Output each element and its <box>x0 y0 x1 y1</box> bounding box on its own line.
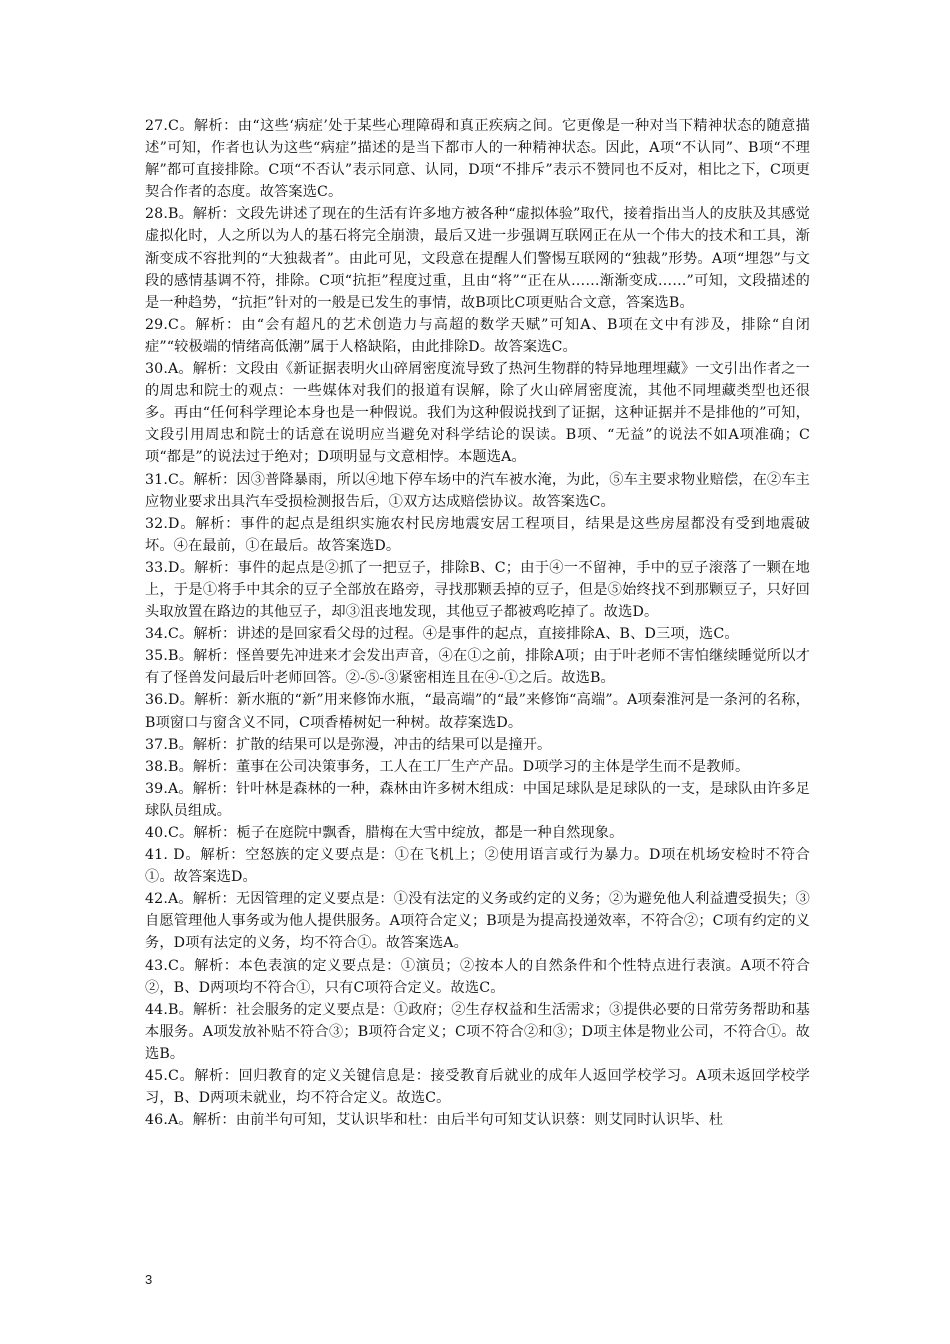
answer-37: 37.B。解析：扩散的结果可以是弥漫，冲击的结果可以是撞开。 <box>145 736 552 753</box>
answer-42: 42.A。解析：无因管理的定义要点是：①没有法定的义务或约定的义务；②为避免他人利益遭受损失；③自愿管理他人事务或为他人提供服务。A项符合定义；B项是为提高投递效率，不符合②；C项有约定的义务，D项有法定的义务，均不符合①。故答案选A。 <box>145 891 810 952</box>
answer-34: 34.C。解析：讲述的是回家看父母的过程。④是事件的起点，直接排除A、B、D三项，选C。 <box>145 626 739 643</box>
answer-29: 29.C。解析：由“会有超凡的艺术创造力与高超的数学天赋”可知A、B项在文中有涉及，排除“自闭症”“较极端的情绪高低潮”属于人格缺陷，由此排除D。故答案选C。 <box>145 316 810 355</box>
answer-35: 35.B。解析：怪兽要先冲进来才会发出声音，④在①之前，排除A项；由于叶老师不害怕继续睡觉所以才有了怪兽发问最后叶老师回答。②-⑤-③紧密相连且在④-①之后。故选B。 <box>145 648 810 687</box>
answer-30: 30.A。解析：文段由《新证据表明火山碎屑密度流导致了热河生物群的特异地理埋藏》一文引出作者之一的周忠和院士的观点：一些媒体对我们的报道有误解，除了火山碎屑密度流，其他不同埋藏类型也还很多。再由“任何科学理论本身也是一种假说。我们为这种假说找到了证据，这种证据并不是排他的”可知，文段引用周忠和院士的话意在说明应当避免对科学结论的误读。B项、“无益”的说法不如A项准确；C项“都是”的说法过于绝对；D项明显与文意相悖。本题选A。 <box>145 361 810 466</box>
answer-32: 32.D。解析：事件的起点是组织实施农村民房地震安居工程项目，结果是这些房屋都没有受到地震破坏。④在最前，①在最后。故答案选D。 <box>145 515 810 554</box>
answer-36: 36.D。解析：新水瓶的“新”用来修饰水瓶，“最高端”的“最”来修饰“高端”。A项秦淮河是一条河的名称， B项窗口与窗含义不同，C项香椿树妃一种树。故荐案选D。 <box>145 692 810 731</box>
answer-33: 33.D。解析：事件的起点是②抓了一把豆子，排除B、C；由于④一不留神，手中的豆子滚落了一颗在地上，于是①将手中其余的豆子全部放在路旁，寻找那颗丢掉的豆子，但是⑤始终找不到那颗豆子，只好回头取放置在路边的其他豆子，却③沮丧地发现，其他豆子都被鸡吃掉了。故选D。 <box>145 559 810 621</box>
answer-43: 43.C。解析：本色表演的定义要点是：①演员；②按本人的自然条件和个性特点进行表演。A项不符合②，B、D两项均不符合①，只有C项符合定义。故选C。 <box>145 957 810 996</box>
answer-explanations <box>145 115 810 1131</box>
answer-45: 45.C。解析：回归教育的定义关键信息是：接受教育后就业的成年人返回学校学习。A项未返回学校学习，B、D两项未就业，均不符合定义。故选C。 <box>145 1068 810 1107</box>
answer-31: 31.C。解析：因③普降暴雨，所以④地下停车场中的汽车被水淹，为此，⑤车主要求物业赔偿，在②车主应物业要求出具汽车受损检测报告后，①双方达成赔偿协议。故答案选C。 <box>145 471 810 510</box>
answer-41: 41. D。解析：空怒族的定义要点是：①在飞机上；②使用语言或行为暴力。D项在机场安检时不符合①。故答案选D。 <box>145 847 810 886</box>
answer-39: 39.A。解析：针叶林是森林的一种，森林由许多树木组成：中国足球队是足球队的一支，是球队由许多足球队员组成。 <box>145 780 810 819</box>
answer-27: 27.C。解析：由“这些‘病症’处于某些心理障碍和真正疾病之间。它更像是一种对当下精神状态的随意描述”可知，作者也认为这些“病症”描述的是当下都市人的一种精神状态。因此，A项“不认同”、B项“不理解”都可直接排除。C项“不否认”表示同意、认同，D项“不排斥”表示不赞同也不反对，相比之下，C项更契合作者的态度。故答案选C。 <box>145 118 810 201</box>
answer-46: 46.A。解析：由前半句可知，艾认识毕和杜：由后半句可知艾认识蔡：则艾同时认识毕、杜 <box>145 1112 724 1129</box>
answer-28: 28.B。解析：文段先讲述了现在的生活有许多地方被各种“虚拟体验”取代，接着指出当人的皮肤及其感觉虚拟化时，人之所以为人的基石将完全崩溃，最后又进一步强调互联网正在从一个伟大的技术和工具，渐渐变成不容批判的“大独裁者”。由此可见，文段意在提醒人们警惕互联网的“独裁”形势。A项“埋怨”与文段的感情基调不符，排除。C项“抗拒”程度过重，且由“将”“正在从……渐渐变成……”可知，文段描述的是一种趋势，“抗拒”针对的一般是已发生的事情，故B项比C项更贴合文意，答案选B。 <box>145 206 810 311</box>
answer-38: 38.B。解析：董事在公司决策事务，工人在工厂生产产品。D项学习的主体是学生而不是教师。 <box>145 758 750 775</box>
answer-44: 44.B。解析：社会服务的定义要点是：①政府；②生存权益和生活需求；③提供必要的日常劳务帮助和基本服务。A项发放补贴不符合③；B项符合定义；C项不符合②和③；D项主体是物业公司，不符合①。故选B。 <box>145 1001 810 1062</box>
page-number: 3 <box>145 1272 153 1287</box>
answer-40: 40.C。解析：栀子在庭院中飘香，腊梅在大雪中绽放，都是一种自然现象。 <box>145 825 624 841</box>
